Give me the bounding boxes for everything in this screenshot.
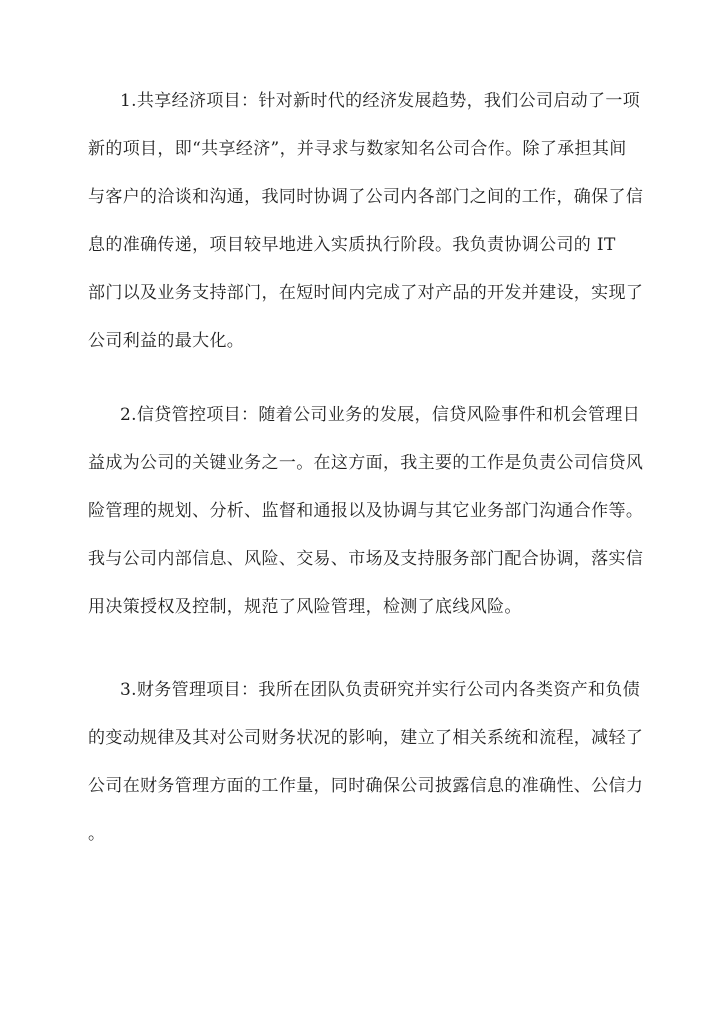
paragraph-line: 3.财务管理项目：我所在团队负责研究并实行公司内各类资产和负债 (120, 680, 641, 700)
paragraph-line: 与客户的洽谈和沟通，我同时协调了公司内各部门之间的工作，确保了信 (88, 187, 644, 207)
paragraph-line: 公司在财务管理方面的工作量，同时确保公司披露信息的准确性、公信力 (88, 776, 644, 796)
paragraph-line: 部门以及业务支持部门，在短时间内完成了对产品的开发并建设，实现了 (88, 283, 644, 303)
paragraph-shared-economy-project (88, 77, 648, 365)
paragraph-line: 公司利益的最大化。 (88, 331, 245, 351)
paragraph-line: 我与公司内部信息、风险、交易、市场及支持服务部门配合协调，落实信 (88, 549, 644, 569)
paragraph-line: 1.共享经济项目：针对新时代的经济发展趋势，我们公司启动了一项 (120, 91, 641, 111)
paragraph-line: 益成为公司的关键业务之一。在这方面，我主要的工作是负责公司信贷风 (88, 453, 644, 473)
paragraph-line: 新的项目，即“共享经济”，并寻求与数家知名公司合作。除了承担其间 (88, 139, 627, 159)
paragraph-credit-control-project (88, 391, 648, 631)
paragraph-financial-management-project (88, 666, 648, 858)
paragraph-line: 2.信贷管控项目：随着公司业务的发展，信贷风险事件和机会管理日 (120, 405, 641, 425)
paragraph-line: 。 (88, 824, 106, 844)
paragraph-line: 的变动规律及其对公司财务状况的影响，建立了相关系统和流程，减轻了 (88, 728, 644, 748)
paragraph-line: 用决策授权及控制，规范了风险管理，检测了底线风险。 (88, 597, 522, 617)
paragraph-line: 险管理的规划、分析、监督和通报以及协调与其它业务部门沟通合作等。 (88, 501, 644, 521)
paragraph-line: 息的准确传递，项目较早地进入实质执行阶段。我负责协调公司的 IT (88, 235, 616, 255)
